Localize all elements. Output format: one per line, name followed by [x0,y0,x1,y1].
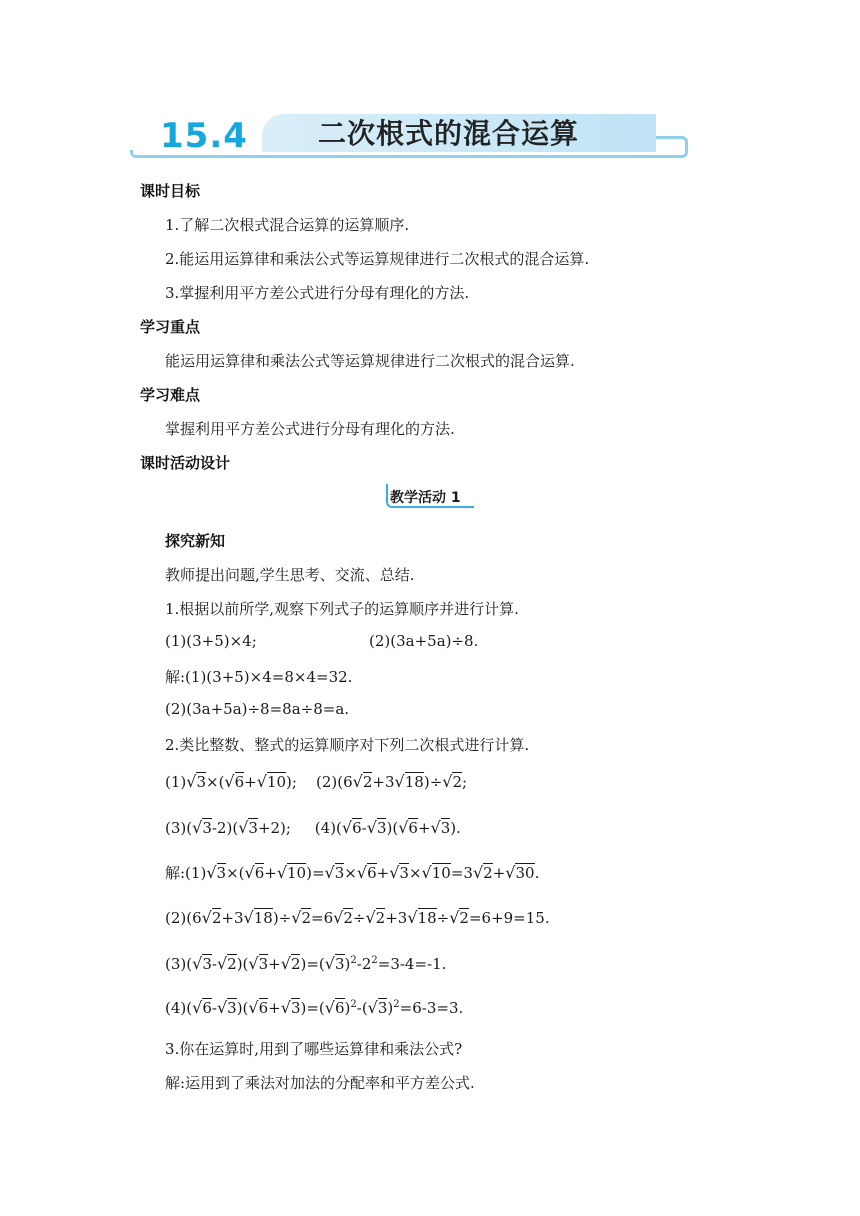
solution-3: 解:运用到了乘法对加法的分配率和平方差公式. [165,1074,475,1092]
key-point-heading: 学习重点 [140,318,201,336]
solution-2-part-3: $(3)(√3-√2)(√3+√2)=(√3)^2-2^2=3-4=-1$. [165,954,447,973]
intro-text: 教师提出问题,学生思考、交流、总结. [165,566,415,584]
question-2: 2.类比整数、整式的运算顺序对下列二次根式进行计算. [165,736,530,754]
question-3: 3.你在运算时,用到了哪些运算律和乘法公式? [165,1040,463,1058]
key-point-text: 能运用运算律和乘法公式等运算规律进行二次根式的混合运算. [165,352,575,370]
solution-1-part-b: (2)(3a+5a)÷8=8a÷8=a. [165,700,350,718]
objective-item-2: 2.能运用运算律和乘法公式等运算规律进行二次根式的混合运算. [165,250,590,268]
solution-2-part-2: (2)(6√2+3√18)÷√2=6√2÷√2+3√18÷√2=6+9=15. [165,908,550,927]
objectives-heading: 课时目标 [140,182,201,200]
objective-item-3: 3.掌握利用平方差公式进行分母有理化的方法. [165,284,470,302]
design-heading: 课时活动设计 [140,454,231,472]
solution-2-part-4: $(4)(√6-√3)(√6+√3)=(√6)^2-(√3)^2=6-3=3$. [165,998,464,1017]
question-1-part-b: (2)(3a+5a)÷8. [369,632,479,650]
question-2-parts-line-1: (1)√3×(√6+√10); (2)(6√2+3√18)÷√2; [165,772,468,791]
difficulty-heading: 学习难点 [140,386,201,404]
question-2-parts-line-2: (3)(√3-2)(√3+2); (4)(√6-√3)(√6+√3). [165,818,461,837]
explore-heading: 探究新知 [165,532,226,550]
solution-1-part-a: 解:(1)(3+5)×4=8×4=32. [165,668,353,686]
question-1: 1.根据以前所学,观察下列式子的运算顺序并进行计算. [165,600,519,618]
section-title: 二次根式的混合运算 [318,117,580,150]
question-1-part-a: (1)(3+5)×4; [165,632,257,650]
difficulty-text: 掌握利用平方差公式进行分母有理化的方法. [165,420,455,438]
solution-2-part-1: 解:(1)√3×(√6+√10)=√3×√6+√3×√10=3√2+√30. [165,863,540,882]
section-number: 15.4 [160,116,248,156]
objective-item-1: 1.了解二次根式混合运算的运算顺序. [165,216,410,234]
activity-label: 教学活动 1 [390,490,461,506]
